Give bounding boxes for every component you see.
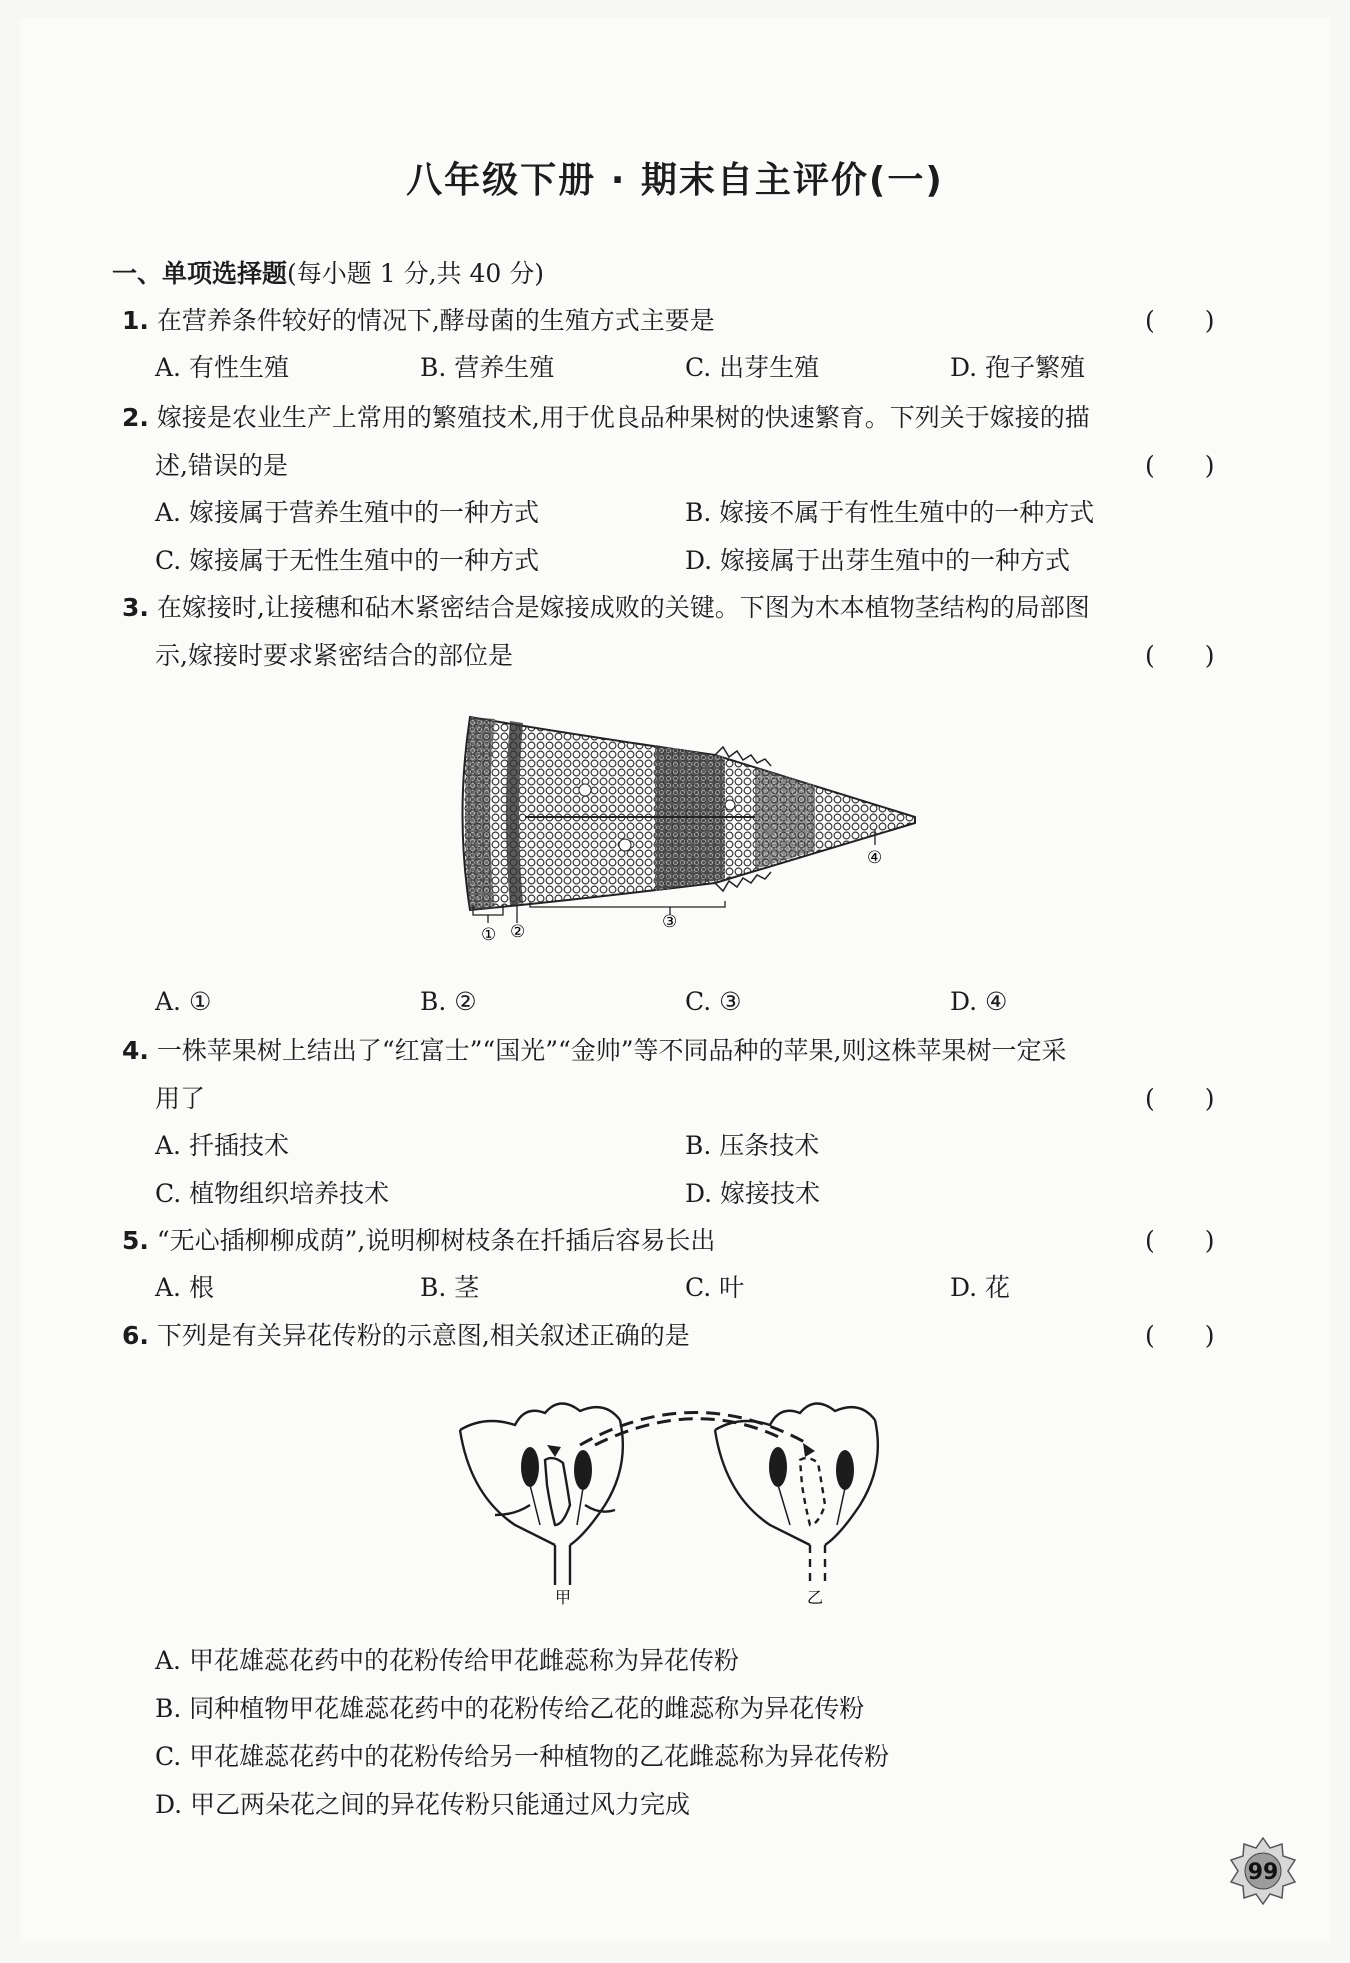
answer-blank: ( ) [1145, 1226, 1215, 1255]
question-text: 嫁接是农业生产上常用的繁殖技术,用于优良品种果树的快速繁育。下列关于嫁接的描 [156, 403, 1090, 432]
option-c: C. 叶 [685, 1273, 745, 1302]
answer-blank: ( ) [1145, 1084, 1215, 1113]
question-text: 一株苹果树上结出了“红富士”“国光”“金帅”等不同品种的苹果,则这株苹果树一定采 [156, 1036, 1067, 1065]
label-2: ② [510, 922, 526, 942]
question-text: “无心插柳柳成荫”,说明柳树枝条在扦插后容易长出 [156, 1226, 716, 1255]
question-number: 5. [122, 1226, 149, 1255]
option-c: C. 植物组织培养技术 [155, 1179, 390, 1208]
answer-blank: ( ) [1145, 451, 1215, 480]
page-number: 99 [1247, 1860, 1279, 1885]
option-a: A. 扦插技术 [155, 1131, 289, 1160]
arrow-head-icon [547, 1445, 561, 1457]
question-number: 6. [122, 1321, 149, 1350]
option-a: A. 有性生殖 [155, 353, 289, 382]
option-c: C. ③ [685, 987, 742, 1016]
option-b: B. 压条技术 [685, 1131, 820, 1160]
option-b: B. 同种植物甲花雄蕊花药中的花粉传给乙花的雌蕊称为异花传粉 [155, 1694, 865, 1723]
option-b: B. 茎 [420, 1273, 480, 1302]
option-c: C. 甲花雄蕊花药中的花粉传给另一种植物的乙花雌蕊称为异花传粉 [155, 1742, 890, 1771]
question-text: 下列是有关异花传粉的示意图,相关叙述正确的是 [156, 1321, 690, 1350]
option-b: B. 营养生殖 [420, 353, 555, 382]
option-a: A. 甲花雄蕊花药中的花粉传给甲花雌蕊称为异花传粉 [155, 1646, 739, 1675]
option-a: A. 根 [155, 1273, 214, 1302]
question-number: 2. [122, 403, 149, 432]
option-d: D. 嫁接属于出芽生殖中的一种方式 [685, 546, 1071, 575]
question-number: 3. [122, 593, 149, 622]
flower-yi [715, 1403, 878, 1585]
question-text: 在营养条件较好的情况下,酵母菌的生殖方式主要是 [156, 306, 715, 335]
answer-blank: ( ) [1145, 641, 1215, 670]
option-c: C. 嫁接属于无性生殖中的一种方式 [155, 546, 540, 575]
question-text: 在嫁接时,让接穗和砧木紧密结合是嫁接成败的关键。下图为木本植物茎结构的局部图 [156, 593, 1090, 622]
question-text-cont: 述,错误的是 [155, 451, 288, 480]
label-yi: 乙 [807, 1588, 824, 1607]
question-1 [122, 305, 715, 337]
option-d: D. 甲乙两朵花之间的异花传粉只能通过风力完成 [155, 1790, 691, 1819]
section-heading: 一、单项选择题(每小题 1 分,共 40 分) [112, 259, 544, 288]
question-number: 4. [122, 1036, 149, 1065]
question-6 [122, 1320, 690, 1352]
option-d: D. 花 [950, 1273, 1011, 1302]
section-note: (每小题 1 分,共 40 分) [287, 259, 544, 288]
page-number-badge [1228, 1836, 1298, 1906]
stem-cross-section-figure [455, 705, 935, 950]
option-b: B. 嫁接不属于有性生殖中的一种方式 [685, 498, 1095, 527]
question-4 [122, 1035, 1067, 1067]
option-c: C. 出芽生殖 [685, 353, 820, 382]
option-a: A. 嫁接属于营养生殖中的一种方式 [155, 498, 539, 527]
question-text-cont: 示,嫁接时要求紧密结合的部位是 [155, 641, 513, 670]
option-b: B. ② [420, 987, 477, 1016]
option-d: D. ④ [950, 987, 1008, 1016]
question-number: 1. [122, 306, 149, 335]
cross-pollination-figure [455, 1385, 935, 1610]
label-3: ③ [662, 912, 678, 932]
question-5 [122, 1225, 715, 1257]
option-d: D. 嫁接技术 [685, 1179, 821, 1208]
option-a: A. ① [155, 987, 212, 1016]
page-title: 八年级下册 · 期末自主评价(一) [406, 160, 944, 201]
label-1: ① [481, 925, 497, 945]
question-3 [122, 592, 1090, 624]
answer-blank: ( ) [1145, 1321, 1215, 1350]
flower-jia [460, 1403, 623, 1585]
label-jia: 甲 [555, 1588, 572, 1607]
arrow-head-icon [803, 1443, 815, 1457]
answer-blank: ( ) [1145, 306, 1215, 335]
question-2 [122, 402, 1090, 434]
label-4: ④ [867, 848, 883, 868]
option-d: D. 孢子繁殖 [950, 353, 1086, 382]
question-text-cont: 用了 [155, 1084, 206, 1113]
